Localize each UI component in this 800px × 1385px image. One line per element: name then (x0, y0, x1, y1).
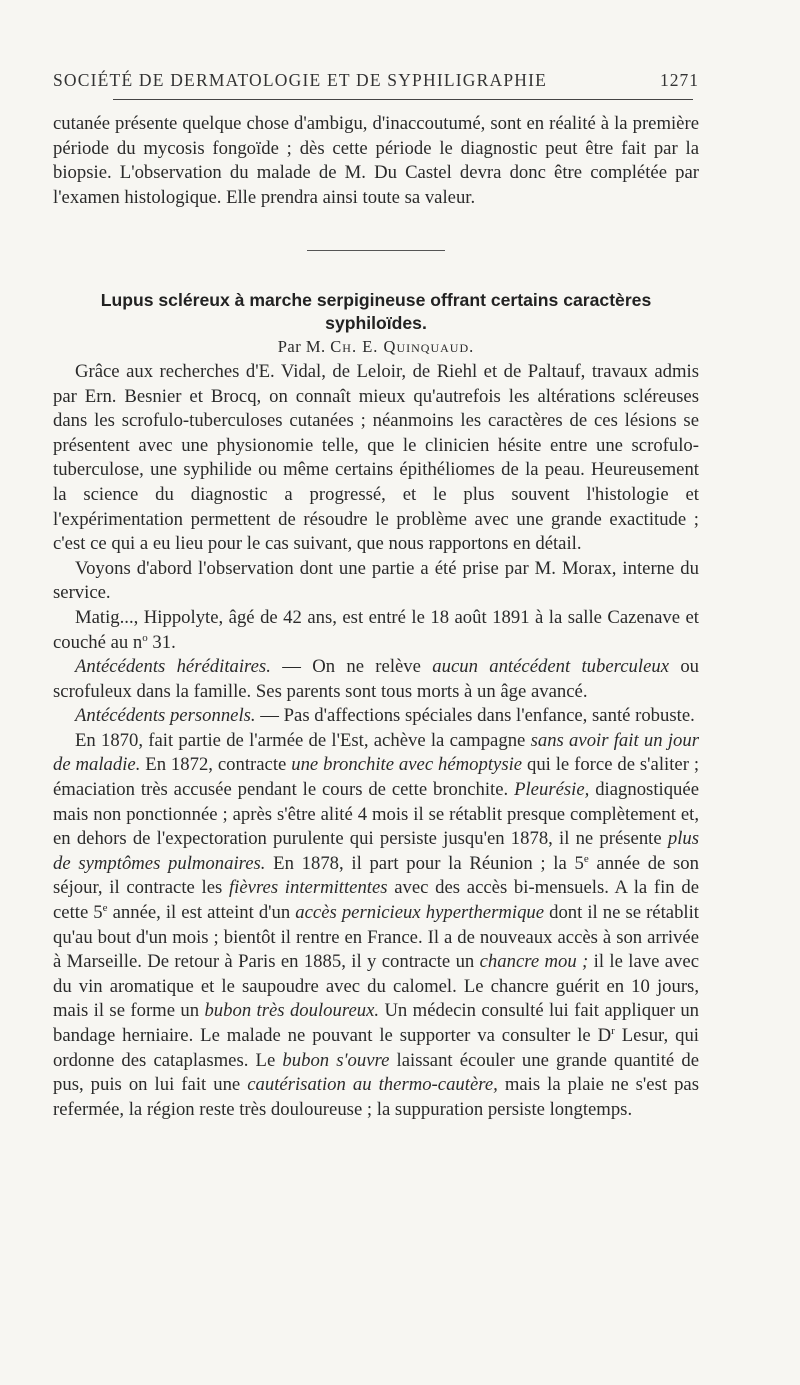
text-run: En 1870, fait partie de l'armée de l'Est, achève la campagne (75, 729, 531, 751)
header-rule (113, 99, 693, 100)
text-run: qui le force de s'aliter ; émaciation très accusée pendant le cours de cette bronchite. (53, 754, 700, 801)
hereditary-label: Antécédents héréditaires. (75, 656, 271, 678)
superscript: e (102, 901, 108, 914)
text-run: dont il ne se rétablit qu'au bout d'un mois ; bientôt il rentre en France. Il a de nouveaux accès à son arrivée à Marseille. De retour à Paris en 1885, il y contracte un (53, 902, 699, 973)
history-paragraph (53, 729, 699, 1123)
emphasis: accès pernicieux hyperthermique (295, 902, 545, 924)
page (53, 70, 699, 1122)
emphasis: bubon très douloureux. (204, 1000, 380, 1022)
emphasis: une bronchite avec hémoptysie (291, 754, 523, 776)
emphasis: fièvres intermittentes (228, 877, 388, 899)
page-number: 1271 (660, 70, 699, 90)
intro-paragraph: Grâce aux recherches d'E. Vidal, de Leloir, de Riehl et de Paltauf, travaux admis par Ern. Besnier et Brocq, on connaît mieux qu'autrefois les altérations scléreuses dans les scrofulo-tuberculoses cutanées ; néanmoins les caractères de ces lésions se présentent avec une physionomie telle, que le clinicien hésite entre une scrofulo-tuberculose, une syphilide ou même certains épithéliomes de la peau. Heureusement la science du diagnostic a progressé, et le plus souvent l'histologie et l'expérimentation permettent de résoudre le problème avec une grande exactitude ; c'est ce qui a eu lieu pour le cas suivant, que nous rapportons en détail. (53, 360, 699, 555)
superscript: o (142, 631, 148, 644)
emphasis: cautérisation au thermo-cautère, (247, 1074, 498, 1096)
observation-paragraph: Voyons d'abord l'observation dont une partie a été prise par M. Morax, interne du service. (53, 557, 699, 604)
byline (53, 335, 699, 360)
text-run: Lesur, qui ordonne des cataplasmes. Le (53, 1025, 700, 1071)
emphasis: aucun antécédent tuberculeux (432, 656, 670, 678)
patient-bed: 31. (147, 631, 176, 653)
section-separator (307, 250, 445, 251)
text-run: laissant écouler une grande quantité de pus, puis on lui fait une (53, 1049, 699, 1096)
running-title: SOCIÉTÉ DE DERMATOLOGIE ET DE SYPHILIGRAPHIE (53, 70, 548, 90)
hereditary-paragraph (53, 655, 699, 704)
article-title: Lupus scléreux à marche serpigineuse offrant certains caractères syphiloïdes. (100, 290, 652, 334)
text-run: — Pas d'affections spéciales dans l'enfance, santé robuste. (255, 705, 695, 727)
text-run: — On ne relève (270, 656, 433, 678)
patient-text: Matig..., Hippolyte, âgé de 42 ans, est entré le 18 août 1891 à la salle Cazenave et couché au n (53, 606, 699, 653)
text-run: En 1872, contracte (140, 754, 292, 776)
emphasis: sans avoir fait un jour de maladie. (53, 729, 699, 776)
text-run: diagnostiquée mais non ponctionnée ; après s'être alité 4 mois il se rétablit presque complètement et, en dehors de l'expectoration purulente qui persiste jusqu'en 1878, il ne présente (53, 779, 699, 850)
continuation-paragraph: cutanée présente quelque chose d'ambigu, d'inaccoutumé, sont en réalité à la première période du mycosis fongoïde ; dès cette période le diagnostic peut être fait par la biopsie. L'observation du malade de M. Du Castel devra donc être complétée par l'examen histologique. Elle prendra ainsi toute sa valeur. (53, 113, 699, 208)
byline-prefix: Par M. (277, 337, 326, 357)
superscript: r (611, 1024, 615, 1037)
personal-label: Antécédents personnels. (75, 705, 256, 727)
text-run: avec des accès bi-mensuels. A la fin de cette 5 (53, 877, 699, 924)
emphasis: chancre mou ; (479, 951, 589, 973)
text-run: mais la plaie ne s'est pas refermée, la région reste très douloureuse ; la suppuration persiste longtemps. (53, 1074, 699, 1120)
text-run: En 1878, il part pour la Réunion ; la 5 (265, 852, 584, 874)
emphasis: Pleurésie, (514, 779, 590, 801)
emphasis: bubon s'ouvre (282, 1049, 390, 1071)
text-run: année, il est atteint d'un (107, 902, 296, 924)
text-run: année de son séjour, il contracte les (53, 852, 699, 899)
patient-paragraph (53, 606, 699, 655)
running-header (53, 70, 699, 91)
body-text (53, 112, 699, 1122)
emphasis: plus de symptômes pulmonaires. (53, 828, 699, 874)
superscript: e (583, 852, 589, 865)
text-run: Un médecin consulté lui fait appliquer un bandage herniaire. Le malade ne pouvant le supporter va consulter le D (53, 1000, 700, 1046)
personal-paragraph (53, 704, 699, 729)
author-name: Ch. E. Quinquaud. (330, 337, 475, 357)
text-run: il le lave avec du vin aromatique et le saupoudre avec du calomel. Le chancre guérit en 10 jours, mais il se forme un (53, 951, 699, 1022)
text-run: ou scrofuleux dans la famille. Ses parents sont tous morts à un âge avancé. (53, 656, 700, 702)
